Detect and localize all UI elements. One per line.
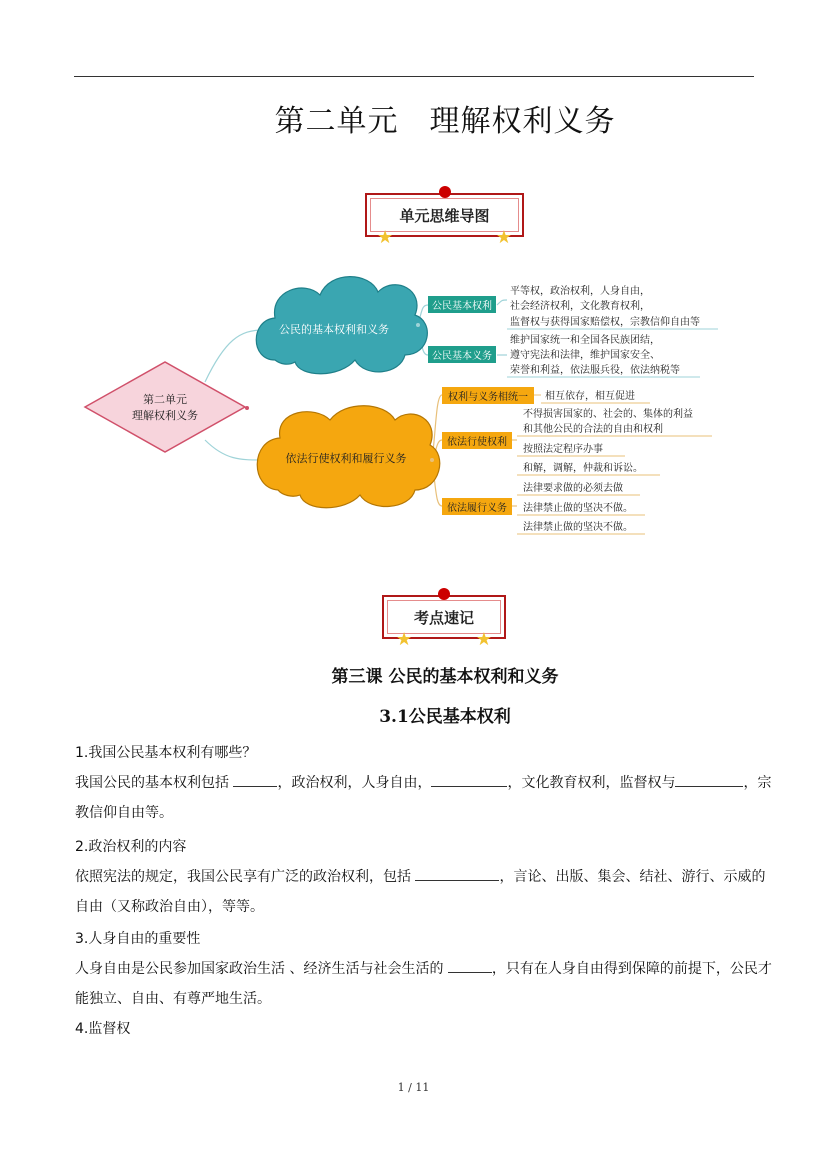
node-dot: [245, 406, 249, 410]
answer-2-line2: 自由（又称政治自由），等等。: [75, 899, 264, 915]
answer-1-line1: [75, 768, 815, 798]
star-icon: ★: [377, 227, 394, 248]
duties-line: 维护国家统一和全国各民族团结，: [510, 335, 660, 346]
answer-2-line1: [75, 862, 815, 892]
page-number: 1 / 11: [397, 1081, 430, 1094]
lesson-title: 第三课 公民的基本权利和义务: [331, 667, 559, 687]
question-4: 4.监督权: [75, 1021, 131, 1037]
tag-exercise-label: 依法行使权利: [447, 437, 507, 448]
text-span: ，政治权利，人身自由，: [277, 775, 432, 791]
exercise-line: 和其他公民的合法的自由和权利: [523, 424, 663, 435]
question-3: 3.人身自由的重要性: [75, 931, 201, 947]
answer-3-line2: 能独立、自由、有尊严地生活。: [75, 991, 271, 1007]
question-2: 2.政治权利的内容: [75, 839, 187, 855]
fill-blank[interactable]: [448, 958, 492, 973]
fill-blank[interactable]: [675, 772, 743, 787]
exercise-line: 按照法定程序办事: [523, 444, 603, 455]
text-span: ，文化教育权利，监督权与: [507, 775, 676, 791]
fill-blank[interactable]: [431, 772, 507, 787]
node-dot: [416, 323, 420, 327]
mind-map: [0, 0, 827, 560]
key-points-badge: [382, 595, 506, 650]
node-dot: [430, 458, 434, 462]
answer-1-line2: 教信仰自由等。: [75, 805, 173, 821]
tag-perform-label: 依法履行义务: [447, 503, 507, 514]
root-node: [85, 362, 245, 452]
tag-unity-label: 权利与义务相统一: [448, 392, 528, 403]
duties-line: 遵守宪法和法律，维护国家安全、: [510, 350, 660, 361]
rights-line: 社会经济权利，文化教育权利，: [510, 301, 650, 312]
root-label-line2: 理解权利义务: [132, 409, 198, 422]
text-span: 我国公民的基本权利包括: [75, 775, 234, 791]
star-icon: ★: [396, 629, 413, 650]
duties-line: 荣誉和利益，依法服兵役，依法纳税等: [510, 365, 680, 376]
question-1: 1.我国公民基本权利有哪些？: [75, 745, 257, 761]
page-title: 第二单元 理解权利义务: [274, 104, 616, 139]
perform-line: 法律禁止做的坚决不做。: [523, 522, 633, 533]
perform-line: 法律禁止做的坚决不做。: [523, 503, 633, 514]
key-points-badge-label: 考点速记: [413, 608, 474, 627]
text-span: 人身自由是公民参加国家政治生活 、经济生活与社会生活的: [75, 961, 448, 977]
text-span: ，只有在人身自由得到保障的前提下，公民才: [491, 961, 772, 977]
tag-duties-label: 公民基本义务: [432, 351, 492, 362]
mindmap-connectors-orange: [432, 395, 517, 506]
root-label-line1: 第二单元: [143, 393, 187, 406]
rights-line: 平等权，政治权利，人身自由，: [510, 286, 650, 297]
branch1-label: 公民的基本权利和义务: [279, 323, 389, 336]
pin-dot-icon: [438, 588, 450, 600]
fill-blank[interactable]: [415, 866, 499, 881]
star-icon: ★: [495, 227, 512, 248]
star-icon: ★: [475, 629, 492, 650]
text-span: 依照宪法的规定，我国公民享有广泛的政治权利，包括: [75, 869, 416, 885]
answer-3-line1: [75, 954, 815, 984]
perform-line: 法律要求做的必须去做: [523, 483, 623, 494]
text-span: ，言论、出版、集会、结社、游行、示威的: [499, 869, 766, 885]
rights-line: 监督权与获得国家赔偿权，宗教信仰自由等: [510, 317, 700, 328]
exercise-line: 不得损害国家的、社会的、集体的利益: [523, 409, 693, 420]
branch2-label: 依法行使权利和履行义务: [285, 452, 407, 465]
text-span: ，宗: [743, 775, 772, 791]
mindmap-badge-label: 单元思维导图: [399, 206, 490, 225]
unity-text: 相互依存，相互促进: [545, 391, 635, 402]
tag-rights-label: 公民基本权利: [432, 301, 492, 312]
section-title: 3.1公民基本权利: [379, 707, 511, 727]
exercise-line: 和解，调解，仲裁和诉讼。: [523, 463, 643, 474]
fill-blank[interactable]: [233, 772, 277, 787]
